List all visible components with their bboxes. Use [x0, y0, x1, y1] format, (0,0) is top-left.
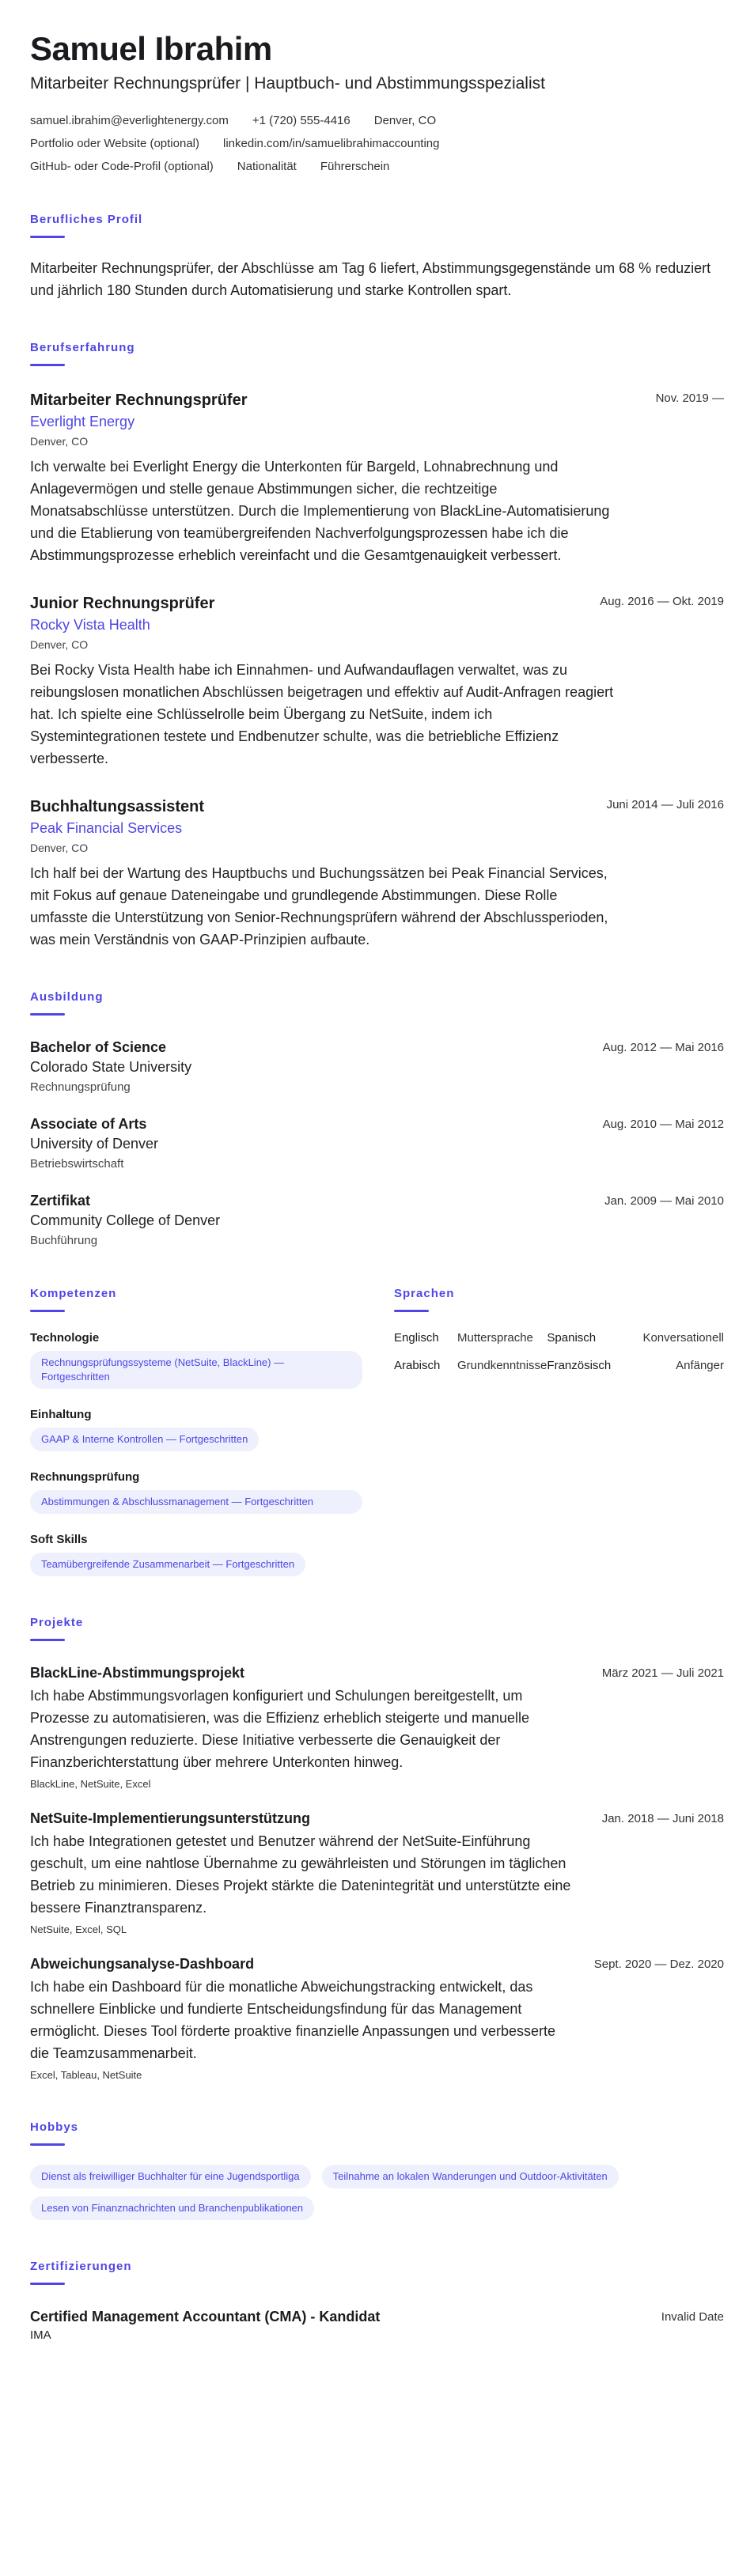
- language-name: Französisch: [547, 1359, 612, 1372]
- section-divider: [30, 1310, 65, 1312]
- education-entry: [30, 1193, 724, 1247]
- school-name: University of Denver: [30, 1136, 159, 1152]
- education-dates: Aug. 2012 — Mai 2016: [602, 1041, 724, 1054]
- field-of-study: Buchführung: [30, 1234, 98, 1247]
- section-divider: [30, 1639, 65, 1641]
- degree: Zertifikat: [30, 1193, 91, 1209]
- location: Denver, CO: [373, 114, 437, 127]
- candidate-headline: Mitarbeiter Rechnungsprüfer | Hauptbuch- und Abstimmungsspezialist: [30, 74, 545, 93]
- certifications-section: [30, 2260, 724, 2342]
- section-title: Berufliches Profil: [30, 213, 143, 226]
- certification-name: Certified Management Accountant (CMA) - Kandidat: [30, 2309, 381, 2324]
- hobby-pill: Teilnahme an lokalen Wanderungen und Outdoor-Aktivitäten: [322, 2165, 619, 2188]
- hobbies-section: [30, 2120, 724, 2220]
- hobby-pill: Dienst als freiwilliger Buchhalter für eine Jugendsportliga: [30, 2165, 311, 2188]
- language-level: Muttersprache: [457, 1331, 533, 1345]
- education-section: [30, 990, 724, 1247]
- hobby-pill: Lesen von Finanznachrichten und Branchenpublikationen: [30, 2196, 314, 2220]
- degree: Bachelor of Science: [30, 1039, 167, 1055]
- project-name: NetSuite-Implementierungsunterstützung: [30, 1810, 311, 1826]
- project-entry: [30, 1956, 724, 2081]
- skill-category: Soft Skills: [30, 1533, 88, 1546]
- education-entry: [30, 1116, 724, 1171]
- section-divider: [30, 2143, 65, 2146]
- section-title: Projekte: [30, 1616, 84, 1629]
- portfolio-link[interactable]: Portfolio oder Website (optional): [30, 137, 199, 150]
- section-title: Zertifizierungen: [30, 2260, 132, 2273]
- contact-row: [30, 137, 724, 150]
- experience-section: [30, 341, 724, 951]
- company-name: Rocky Vista Health: [30, 617, 150, 633]
- languages-list: [394, 1331, 724, 1372]
- project-dates: März 2021 — Juli 2021: [601, 1666, 724, 1680]
- email-link[interactable]: samuel.ibrahim@everlightenergy.com: [30, 114, 229, 127]
- job-dates: Juni 2014 — Juli 2016: [606, 798, 724, 811]
- skill-category: Technologie: [30, 1331, 100, 1345]
- projects-section: [30, 1616, 724, 2081]
- project-tools: BlackLine, NetSuite, Excel: [30, 1778, 151, 1790]
- job-location: Denver, CO: [30, 638, 89, 651]
- language-name: Arabisch: [394, 1359, 441, 1372]
- project-dates: Jan. 2018 — Juni 2018: [601, 1812, 724, 1825]
- school-name: Community College of Denver: [30, 1212, 221, 1228]
- project-description: Ich habe ein Dashboard für die monatliche Abweichungstracking entwickelt, das schnellere Einblicke und fundierte Entscheidungsfindung für das Management ermöglicht. Dieses Tool förderte proaktive finanzielle Anpassungen und verbesserte die Teamzusammenarbeit.: [30, 1979, 556, 2061]
- experience-entry: [30, 796, 724, 951]
- contact-row: [30, 114, 724, 127]
- project-tools: NetSuite, Excel, SQL: [30, 1923, 127, 1935]
- project-name: BlackLine-Abstimmungsprojekt: [30, 1665, 245, 1681]
- skill-pill: GAAP & Interne Kontrollen — Fortgeschritten: [30, 1428, 259, 1451]
- language-level: Grundkenntnisse: [457, 1359, 548, 1372]
- job-dates: Aug. 2016 — Okt. 2019: [600, 595, 724, 608]
- drivers-license: Führerschein: [320, 160, 390, 173]
- skill-pill: Teamübergreifende Zusammenarbeit — Fortgeschritten: [30, 1553, 305, 1576]
- linkedin-link[interactable]: linkedin.com/in/samuelibrahimaccounting: [223, 137, 440, 150]
- language-level: Konversationell: [642, 1331, 724, 1345]
- section-divider: [394, 1310, 429, 1312]
- section-divider: [30, 1013, 65, 1016]
- section-divider: [30, 2283, 65, 2285]
- experience-entry: [30, 593, 724, 770]
- job-title: Buchhaltungsassistent: [30, 798, 205, 815]
- section-title: Ausbildung: [30, 990, 104, 1004]
- certification-date: Invalid Date: [661, 2310, 724, 2324]
- section-title: Sprachen: [394, 1287, 455, 1300]
- school-name: Colorado State University: [30, 1059, 192, 1075]
- hobbies-list: [30, 2165, 724, 2220]
- certification-entry: [30, 2309, 724, 2342]
- section-title: Hobbys: [30, 2120, 79, 2134]
- job-location: Denver, CO: [30, 435, 89, 448]
- language-name: Spanisch: [547, 1331, 597, 1345]
- project-entry: [30, 1810, 724, 1935]
- project-dates: Sept. 2020 — Dez. 2020: [593, 1958, 724, 1971]
- project-name: Abweichungsanalyse-Dashboard: [30, 1956, 255, 1972]
- resume-header: [30, 28, 724, 173]
- field-of-study: Betriebswirtschaft: [30, 1157, 124, 1171]
- experience-entry: [30, 390, 724, 566]
- job-title: Junior Rechnungsprüfer: [30, 595, 215, 612]
- skills-languages-row: [30, 1287, 724, 1576]
- education-dates: Jan. 2009 — Mai 2010: [604, 1194, 724, 1208]
- project-tools: Excel, Tableau, NetSuite: [30, 2069, 142, 2081]
- education-entry: [30, 1039, 724, 1094]
- job-dates: Nov. 2019 —: [655, 392, 724, 405]
- skill-pill: Rechnungsprüfungssysteme (NetSuite, BlackLine) — Fortgeschritten: [30, 1351, 362, 1389]
- languages-section: [394, 1287, 724, 1576]
- language-level: Anfänger: [676, 1359, 724, 1372]
- certification-issuer: IMA: [30, 2328, 51, 2342]
- skill-category: Einhaltung: [30, 1408, 92, 1421]
- profile-section: [30, 213, 724, 301]
- nationality: Nationalität: [237, 160, 297, 173]
- company-name: Everlight Energy: [30, 414, 135, 429]
- job-description: Ich half bei der Wartung des Hauptbuchs und Buchungssätzen bei Peak Financial Services, mit Fokus auf genaue Dateneingabe und grundlegende Abstimmungen. Diese Rolle umfasste die Unterstützung von Senior-Rechnungsprüfern während der Abschlussperioden, was mein Verständnis von GAAP-Prinzipien aufbaute.: [30, 865, 608, 948]
- section-divider: [30, 236, 65, 238]
- skill-category: Rechnungsprüfung: [30, 1470, 140, 1484]
- section-title: Berufserfahrung: [30, 341, 135, 354]
- job-description: Bei Rocky Vista Health habe ich Einnahmen- und Aufwandauflagen verwaltet, was zu reibungslosen monatlichen Abschlüssen beigetragen und effektiv auf Audit-Anfragen reagiert hat. Ich spielte eine Schlüsselrolle beim Übergang zu NetSuite, indem ich Systemintegrationen testete und Endbenutzer schulte, was die betriebliche Effizienz verbesserte.: [30, 662, 614, 766]
- contact-row: [30, 160, 724, 173]
- phone-number[interactable]: +1 (720) 555-4416: [252, 114, 350, 127]
- section-title: Kompetenzen: [30, 1287, 117, 1300]
- project-description: Ich habe Abstimmungsvorlagen konfiguriert und Schulungen bereitgestellt, um Prozesse zu automatisieren, was die Effizienz erheblich steigerte und manuelle Anstrengungen reduzierte. Diese Initiative verbesserte die Genauigkeit der Finanzberichterstattung über mehrere Unterkonten hinweg.: [30, 1688, 530, 1770]
- degree: Associate of Arts: [30, 1116, 147, 1132]
- language-name: Englisch: [394, 1331, 439, 1345]
- skills-section: [30, 1287, 362, 1576]
- company-name: Peak Financial Services: [30, 820, 183, 836]
- job-location: Denver, CO: [30, 842, 89, 854]
- github-link[interactable]: GitHub- oder Code-Profil (optional): [30, 160, 214, 173]
- skill-pill: Abstimmungen & Abschlussmanagement — Fortgeschritten: [30, 1490, 362, 1514]
- field-of-study: Rechnungsprüfung: [30, 1080, 131, 1094]
- project-description: Ich habe Integrationen getestet und Benutzer während der NetSuite-Einführung geschult, um eine nahtlose Übernahme zu gewährleisten und Störungen im täglichen Betrieb zu minimieren. Dieses Projekt stärkte die Datenintegrität und unterstützte eine bessere Finanztransparenz.: [30, 1833, 571, 1916]
- candidate-name: Samuel Ibrahim: [30, 30, 272, 67]
- project-entry: [30, 1665, 724, 1790]
- section-divider: [30, 364, 65, 366]
- job-description: Ich verwalte bei Everlight Energy die Unterkonten für Bargeld, Lohnabrechnung und Anlagevermögen und stelle genaue Abstimmungen sicher, die rechtzeitige Monatsabschlüsse unterstützen. Durch die Implementierung von BlackLine-Automatisierung und die Etablierung von teamübergreifenden Nachverfolgungsprozessen habe ich die Abstimmungsprozesse erheblich vereinfacht und die Gesamtgenauigkeit verbessert.: [30, 459, 610, 563]
- job-title: Mitarbeiter Rechnungsprüfer: [30, 392, 248, 409]
- profile-summary: Mitarbeiter Rechnungsprüfer, der Abschlüsse am Tag 6 liefert, Abstimmungsgegenstände um 68 % reduziert und jährlich 180 Stunden durch Automatisierung und starke Kontrollen spart.: [30, 260, 711, 298]
- education-dates: Aug. 2010 — Mai 2012: [602, 1118, 724, 1131]
